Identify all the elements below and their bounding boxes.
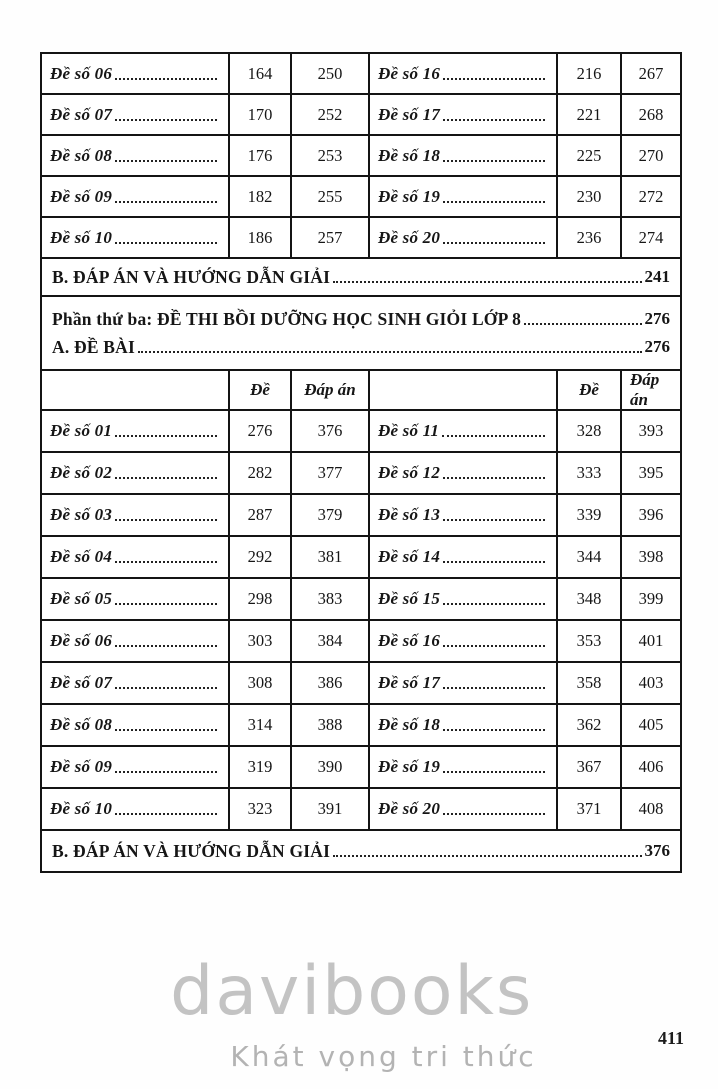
exam-label: [42, 789, 230, 829]
header-dapan-label: Đáp án: [630, 371, 660, 409]
dapan-page-text: 391: [317, 799, 343, 818]
dapan-page-text: 386: [317, 673, 343, 692]
exam-label: [42, 579, 230, 619]
dot-leader: [443, 645, 545, 647]
de-page-text: 176: [247, 145, 273, 165]
exam-label: [42, 95, 230, 134]
table-header-row: [42, 371, 680, 411]
exam-label: [370, 177, 558, 216]
a-debai-line: [52, 337, 670, 358]
exam-label: [42, 453, 230, 493]
exam-label: [370, 789, 558, 829]
dot-leader: [442, 435, 545, 437]
dot-leader: [115, 435, 217, 437]
dapan-page-text: 395: [638, 463, 664, 482]
exam-label-text: Đề số 02: [50, 463, 113, 482]
table-row: [42, 621, 680, 663]
table-row: [42, 177, 680, 218]
dot-leader: [115, 160, 217, 162]
de-page-text: 333: [576, 463, 602, 482]
exam-label: [370, 621, 558, 661]
watermark-tagline: Khát vọng tri thức: [230, 1040, 537, 1073]
dot-leader: [443, 242, 545, 244]
de-page: [230, 495, 292, 535]
dapan-page-text: 253: [317, 145, 343, 165]
exam-label-text: Đề số 04: [50, 547, 113, 566]
dapan-page: [292, 411, 370, 451]
dapan-page: [292, 54, 370, 93]
section-label: B. ĐÁP ÁN VÀ HƯỚNG DẪN GIẢI: [52, 840, 331, 861]
exam-label: [370, 747, 558, 787]
dapan-page-text: 255: [317, 186, 343, 206]
header-empty-cell: [42, 371, 230, 409]
dot-leader: [333, 855, 641, 857]
table-row: [42, 411, 680, 453]
de-page: [558, 789, 622, 829]
exam-label: [42, 747, 230, 787]
dapan-page-text: 250: [317, 63, 343, 83]
de-page: [230, 789, 292, 829]
dot-leader: [115, 78, 217, 80]
dapan-page-text: 405: [638, 715, 664, 734]
de-page-text: 298: [247, 589, 273, 608]
dapan-page-text: 257: [317, 227, 343, 247]
exam-label: [370, 453, 558, 493]
table-row: [42, 537, 680, 579]
dapan-page-text: 398: [638, 547, 664, 566]
dapan-page: [622, 495, 680, 535]
dapan-page: [622, 537, 680, 577]
dot-leader: [115, 242, 217, 244]
de-page: [230, 537, 292, 577]
dapan-page-text: 376: [317, 421, 343, 440]
table-row: [42, 54, 680, 95]
de-page: [230, 95, 292, 134]
dapan-page-text: 267: [638, 63, 664, 83]
dapan-page-text: 408: [638, 799, 664, 818]
exam-label: [42, 663, 230, 703]
dot-leader: [443, 78, 545, 80]
dot-leader: [115, 603, 217, 605]
dapan-page: [622, 54, 680, 93]
exam-label-text: Đề số 11: [378, 421, 440, 440]
header-dapan-label: Đáp án: [304, 380, 356, 399]
exam-label: [42, 177, 230, 216]
dapan-page: [292, 621, 370, 661]
de-page: [230, 747, 292, 787]
exam-label: [42, 136, 230, 175]
dapan-page: [622, 705, 680, 745]
table-row: [42, 663, 680, 705]
dapan-page-text: 383: [317, 589, 343, 608]
table-row: [42, 95, 680, 136]
dot-leader: [115, 561, 217, 563]
exam-label: [370, 663, 558, 703]
exam-label: [42, 705, 230, 745]
dot-leader: [115, 119, 217, 121]
exam-label-text: Đề số 05: [50, 589, 113, 608]
exam-label-text: Đề số 17: [378, 673, 441, 692]
exam-label-text: Đề số 13: [378, 505, 441, 524]
dapan-page-text: 274: [638, 227, 664, 247]
exam-label-text: Đề số 10: [50, 227, 113, 247]
de-page-text: 216: [576, 63, 602, 83]
part3-title: Phần thứ ba: ĐỀ THI BỒI DƯỠNG HỌC SINH GIỎI LỚP 8: [52, 308, 522, 329]
exam-label: [370, 95, 558, 134]
exam-label-text: Đề số 08: [50, 145, 113, 165]
dapan-page-text: 403: [638, 673, 664, 692]
exam-label: [370, 579, 558, 619]
dot-leader: [443, 519, 545, 521]
dapan-page: [622, 177, 680, 216]
exam-label-text: Đề số 09: [50, 186, 113, 206]
dot-leader: [138, 351, 642, 353]
de-page-text: 358: [576, 673, 602, 692]
exam-label-text: Đề số 15: [378, 589, 441, 608]
exam-label-text: Đề số 09: [50, 757, 113, 776]
dapan-page: [292, 537, 370, 577]
de-page: [230, 54, 292, 93]
table-row: [42, 495, 680, 537]
exam-label: [42, 411, 230, 451]
de-page-text: 276: [247, 421, 273, 440]
exam-label-text: Đề số 06: [50, 631, 113, 650]
de-page-text: 371: [576, 799, 602, 818]
dapan-page: [622, 663, 680, 703]
dot-leader: [115, 729, 217, 731]
de-page: [558, 537, 622, 577]
exam-label-text: Đề số 19: [378, 186, 441, 206]
dot-leader: [333, 281, 641, 283]
dapan-page: [622, 579, 680, 619]
dot-leader: [115, 477, 217, 479]
dapan-page: [292, 495, 370, 535]
de-page-text: 328: [576, 421, 602, 440]
de-page: [558, 411, 622, 451]
exam-label: [370, 136, 558, 175]
dapan-page: [622, 95, 680, 134]
dapan-page-text: 384: [317, 631, 343, 650]
de-page-text: 164: [247, 63, 273, 83]
de-page-text: 182: [247, 186, 273, 206]
dapan-page: [622, 136, 680, 175]
table-row: [42, 705, 680, 747]
dapan-page-text: 388: [317, 715, 343, 734]
header-dapan-cell: [292, 371, 370, 409]
part3-page-number: 276: [644, 309, 670, 328]
table-row: [42, 747, 680, 789]
exam-label-text: Đề số 20: [378, 799, 441, 818]
exam-label-text: Đề số 16: [378, 63, 441, 83]
de-page-text: 236: [576, 227, 602, 247]
de-page-text: 287: [247, 505, 273, 524]
section-label: B. ĐÁP ÁN VÀ HƯỚNG DẪN GIẢI: [52, 266, 331, 287]
de-page: [230, 579, 292, 619]
dot-leader: [443, 119, 545, 121]
de-page-text: 170: [247, 104, 273, 124]
section-page-number: 376: [644, 841, 670, 860]
exam-label-text: Đề số 16: [378, 631, 441, 650]
dapan-page: [292, 218, 370, 257]
dot-leader: [443, 603, 545, 605]
dapan-page: [622, 453, 680, 493]
de-page: [558, 136, 622, 175]
exam-label-text: Đề số 14: [378, 547, 441, 566]
exam-label-text: Đề số 01: [50, 421, 113, 440]
table-row: [42, 453, 680, 495]
dot-leader: [115, 687, 217, 689]
dot-leader: [524, 323, 641, 325]
de-page-text: 292: [247, 547, 273, 566]
dapan-page: [622, 747, 680, 787]
dot-leader: [443, 160, 545, 162]
dot-leader: [115, 519, 217, 521]
dot-leader: [443, 729, 545, 731]
toc-table: [40, 52, 682, 873]
de-page: [230, 218, 292, 257]
exam-label: [370, 705, 558, 745]
dapan-page: [292, 747, 370, 787]
dapan-page: [622, 621, 680, 661]
exam-label: [370, 411, 558, 451]
dapan-page-text: 272: [638, 186, 664, 206]
dapan-page-text: 381: [317, 547, 343, 566]
exam-label: [42, 495, 230, 535]
section-row-answers-2: [42, 831, 680, 871]
header-de-cell: [230, 371, 292, 409]
de-page-text: 186: [247, 227, 273, 247]
exam-label: [42, 54, 230, 93]
dapan-page: [292, 789, 370, 829]
de-page: [230, 177, 292, 216]
dot-leader: [115, 645, 217, 647]
de-page-text: 230: [576, 186, 602, 206]
de-page-text: 323: [247, 799, 273, 818]
header-dapan-cell: [622, 371, 680, 409]
dapan-page-text: 406: [638, 757, 664, 776]
exam-label-text: Đề số 19: [378, 757, 441, 776]
de-page: [230, 136, 292, 175]
dapan-page: [292, 453, 370, 493]
a-debai-title: A. ĐỀ BÀI: [52, 336, 135, 357]
de-page-text: 344: [576, 547, 602, 566]
dapan-page: [622, 218, 680, 257]
de-page-text: 314: [247, 715, 273, 734]
dapan-page-text: 379: [317, 505, 343, 524]
dot-leader: [443, 813, 545, 815]
de-page: [558, 663, 622, 703]
exam-label: [42, 537, 230, 577]
section-page-number: 241: [644, 267, 670, 286]
section-row-part3: [42, 297, 680, 371]
de-page: [230, 453, 292, 493]
dapan-page: [292, 136, 370, 175]
de-page: [558, 495, 622, 535]
de-page: [558, 453, 622, 493]
de-page: [558, 95, 622, 134]
exam-label: [370, 495, 558, 535]
dot-leader: [443, 561, 545, 563]
de-page-text: 367: [576, 757, 602, 776]
section-row-answers-1: [42, 259, 680, 297]
exam-label-text: Đề số 07: [50, 673, 113, 692]
dapan-page-text: 252: [317, 104, 343, 124]
de-page-text: 225: [576, 145, 602, 165]
table-row: [42, 579, 680, 621]
exam-label: [42, 218, 230, 257]
de-page: [558, 218, 622, 257]
de-page-text: 303: [247, 631, 273, 650]
de-page: [558, 54, 622, 93]
de-page-text: 319: [247, 757, 273, 776]
table-row: [42, 218, 680, 259]
dot-leader: [115, 813, 217, 815]
exam-label-text: Đề số 08: [50, 715, 113, 734]
exam-label: [370, 218, 558, 257]
exam-label-text: Đề số 20: [378, 227, 441, 247]
de-page-text: 308: [247, 673, 273, 692]
dapan-page-text: 270: [638, 145, 664, 165]
exam-label-text: Đề số 10: [50, 799, 113, 818]
de-page: [558, 621, 622, 661]
de-page: [558, 177, 622, 216]
de-page: [558, 579, 622, 619]
dot-leader: [115, 771, 217, 773]
header-de-label: Đề: [250, 380, 270, 399]
header-de-cell: [558, 371, 622, 409]
part3-title-line: [52, 309, 670, 330]
dapan-page-text: 393: [638, 421, 664, 440]
dapan-page: [292, 663, 370, 703]
dot-leader: [443, 687, 545, 689]
dot-leader: [443, 477, 545, 479]
exam-label-text: Đề số 07: [50, 104, 113, 124]
header-empty-cell: [370, 371, 558, 409]
de-page-text: 348: [576, 589, 602, 608]
exam-label-text: Đề số 18: [378, 715, 441, 734]
dot-leader: [115, 201, 217, 203]
page-number: 411: [657, 1028, 684, 1048]
de-page-text: 221: [576, 104, 602, 124]
exam-label-text: Đề số 12: [378, 463, 441, 482]
de-page: [230, 663, 292, 703]
de-page: [558, 705, 622, 745]
exam-label: [370, 537, 558, 577]
dapan-page-text: 396: [638, 505, 664, 524]
exam-label-text: Đề số 06: [50, 63, 113, 83]
table-row: [42, 789, 680, 831]
table-row: [42, 136, 680, 177]
de-page: [230, 411, 292, 451]
de-page-text: 362: [576, 715, 602, 734]
exam-label-text: Đề số 03: [50, 505, 113, 524]
de-page-text: 282: [247, 463, 273, 482]
de-page: [230, 621, 292, 661]
exam-label: [370, 54, 558, 93]
dapan-page: [622, 411, 680, 451]
dapan-page: [292, 177, 370, 216]
dapan-page-text: 401: [638, 631, 664, 650]
de-page: [558, 747, 622, 787]
dot-leader: [443, 771, 545, 773]
dapan-page: [292, 579, 370, 619]
de-page-text: 353: [576, 631, 602, 650]
exam-label: [42, 621, 230, 661]
dapan-page: [292, 705, 370, 745]
dot-leader: [443, 201, 545, 203]
header-de-label: Đề: [579, 380, 599, 399]
dapan-page: [622, 789, 680, 829]
dapan-page-text: 390: [317, 757, 343, 776]
watermark-logo: davibooks: [170, 952, 534, 1031]
dapan-page-text: 399: [638, 589, 664, 608]
de-page-text: 339: [576, 505, 602, 524]
dapan-page: [292, 95, 370, 134]
exam-label-text: Đề số 18: [378, 145, 441, 165]
dapan-page-text: 377: [317, 463, 343, 482]
exam-label-text: Đề số 17: [378, 104, 441, 124]
a-debai-page-number: 276: [644, 337, 670, 356]
de-page: [230, 705, 292, 745]
dapan-page-text: 268: [638, 104, 664, 124]
